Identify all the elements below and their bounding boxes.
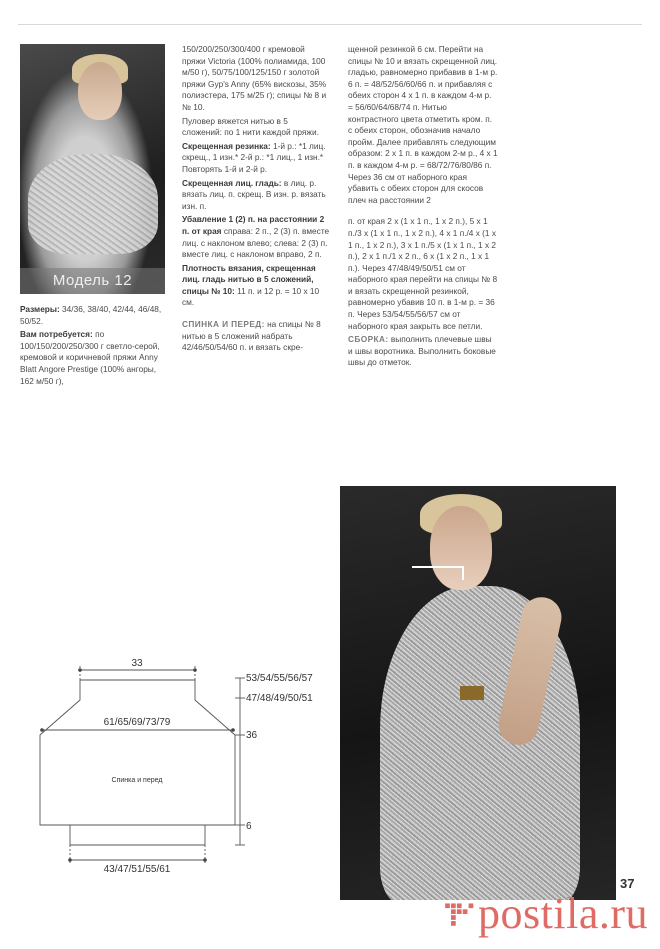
corner-mark-h	[412, 566, 464, 568]
schematic-outline	[40, 680, 235, 845]
materials-continued: 150/200/250/300/400 г кремовой пряжи Victoria (100% полиамида, 100 м/50 г), 50/75/100/125/150 г золотой пряжи Gyp's Anny (65% вискозы, 35% полиэстера, 175 м/25 г); спицы № 8 и № 10.	[182, 44, 327, 112]
model-caption: Модель 12	[20, 268, 165, 294]
rib-label: Скрещенная резинка:	[182, 140, 271, 151]
decrease-value: справа: 2 п., 2 (3) п. вместе лиц. с наклоном влево; слева: 2 (3) п. вместе лиц. с наклоном вправо, 2 п.	[182, 225, 330, 260]
stitch-value: в лиц. р. вязать лиц. п. скрещ. В изн. р. вязать изн. п.	[182, 177, 326, 211]
watermark-text: postila.ru	[478, 889, 648, 938]
materials-value: по 100/150/200/250/300 г светло-серой, кремовой и коричневой пряжи Anny Blatt Angore Prestige (100% ангоры, 162 м/50 г),	[20, 329, 160, 386]
top-rule	[18, 24, 642, 25]
assembly-value: выполнить плечевые швы и швы воротника. Выполнить боковые швы до отметок.	[348, 334, 496, 368]
gauge-paragraph	[182, 263, 330, 309]
sweater-fluff	[28, 154, 158, 254]
sizes-paragraph	[20, 304, 168, 327]
back-front-value: на спицы № 8 нитью в 5 сложений набрать 42/46/50/54/60 п. и вязать скре-	[182, 319, 321, 353]
yarn-note: Пуловер вяжется нитью в 5 сложений: по 1 нити каждой пряжи.	[182, 115, 319, 138]
instructions-paragraph-2: п. от края 2 х (1 х 1 п., 1 х 2 п.), 5 х 1 п./3 х (1 х 1 п., 1 х 2 п.), 4 х 1 п./4 х (1 х 1 п., 1 х 2 п.), 3 х 1 п./5 х (1 х 1 п., 1 х 2 п.), 2 х 1 п./1 х 2 п., 6 х (1 х 2 п., 1 х 1 п.). Через 47/48/49/50/51 см от наборного края перейти на спицы № 8 и вязать скрещенной резинкой, равномерно убавив 10 п. в 1-м р. = 36 п. Через 53/54/55/56/57 см от наборного края закрыть все петли.	[348, 216, 498, 331]
bottom-width-label: 43/47/51/55/61	[103, 864, 171, 875]
materials-paragraph	[20, 329, 168, 387]
text-column-2	[182, 44, 330, 356]
gauge-label: Плотность вязания, скрещенная лиц. гладь нитью в 5 сложений, спицы № 10:	[182, 262, 316, 296]
height-armhole-label: 36	[246, 730, 258, 741]
back-front-paragraph	[182, 319, 330, 354]
stitch-paragraph	[182, 178, 330, 213]
sizes-value: 34/36, 38/40, 42/44, 46/48, 50/52.	[20, 304, 162, 326]
model-head	[78, 62, 122, 120]
gold-cuff	[460, 686, 484, 700]
rib-value: 1-й р.: *1 лиц. скрещ., 1 изн.* 2-й р.: *1 лиц., 1 изн.* Повторять 1-й и 2-й р.	[182, 140, 326, 174]
corner-mark-v	[462, 566, 464, 580]
text-column-1	[20, 304, 168, 389]
stitch-label: Скрещенная лиц. гладь:	[182, 177, 282, 188]
assembly-paragraph	[348, 334, 498, 369]
height-rib-label: 6	[246, 821, 252, 832]
text-column-3	[348, 44, 498, 371]
height-neck-label: 47/48/49/50/51	[246, 693, 313, 704]
page-number: 37	[620, 876, 635, 891]
watermark	[444, 888, 648, 940]
gauge-value: 11 п. и 12 р. = 10 х 10 см.	[182, 285, 320, 308]
materials-label: Вам потребуется:	[20, 329, 93, 340]
piece-label: Спинка и перед	[111, 777, 163, 784]
model-photo-large	[340, 486, 616, 900]
rib-paragraph	[182, 141, 330, 176]
pattern-schematic	[30, 650, 330, 875]
model-face-large	[430, 506, 492, 590]
model-photo-small	[20, 44, 165, 294]
mid-width-label: 61/65/69/73/79	[103, 717, 171, 728]
instructions-paragraph-1: щенной резинкой 6 см. Перейти на спицы № 10 и вязать скрещенной лиц. гладью, равномерно прибавив в 1-м р. 6 п. = 48/52/56/60/66 п. и прибавляя с обеих сторон 4 х 1 п. в каждом 4-м р. = 56/60/64/68/74 п. Нитью контрастного цвета отметить кром. п. с обеих сторон, обозначив начало пройм. Далее прибавлять следующим образом: 2 х 1 п. в каждом 2-м р., 4 х 1 п. в каждом 4-м р. = 68/72/76/80/86 п. Через 36 см от наборного края убавить с обеих сторон для скосов плеч на расстоянии 2	[348, 44, 498, 205]
back-front-heading: СПИНКА И ПЕРЕД:	[182, 319, 265, 330]
decrease-paragraph	[182, 214, 330, 260]
assembly-heading: СБОРКА:	[348, 334, 389, 345]
sizes-label: Размеры:	[20, 304, 60, 314]
top-width-label: 33	[131, 658, 143, 669]
watermark-logo-icon	[444, 888, 478, 940]
height-total-label: 53/54/55/56/57	[246, 673, 313, 684]
decrease-label: Убавление 1 (2) п. на расстоянии 2 п. от края	[182, 214, 325, 236]
